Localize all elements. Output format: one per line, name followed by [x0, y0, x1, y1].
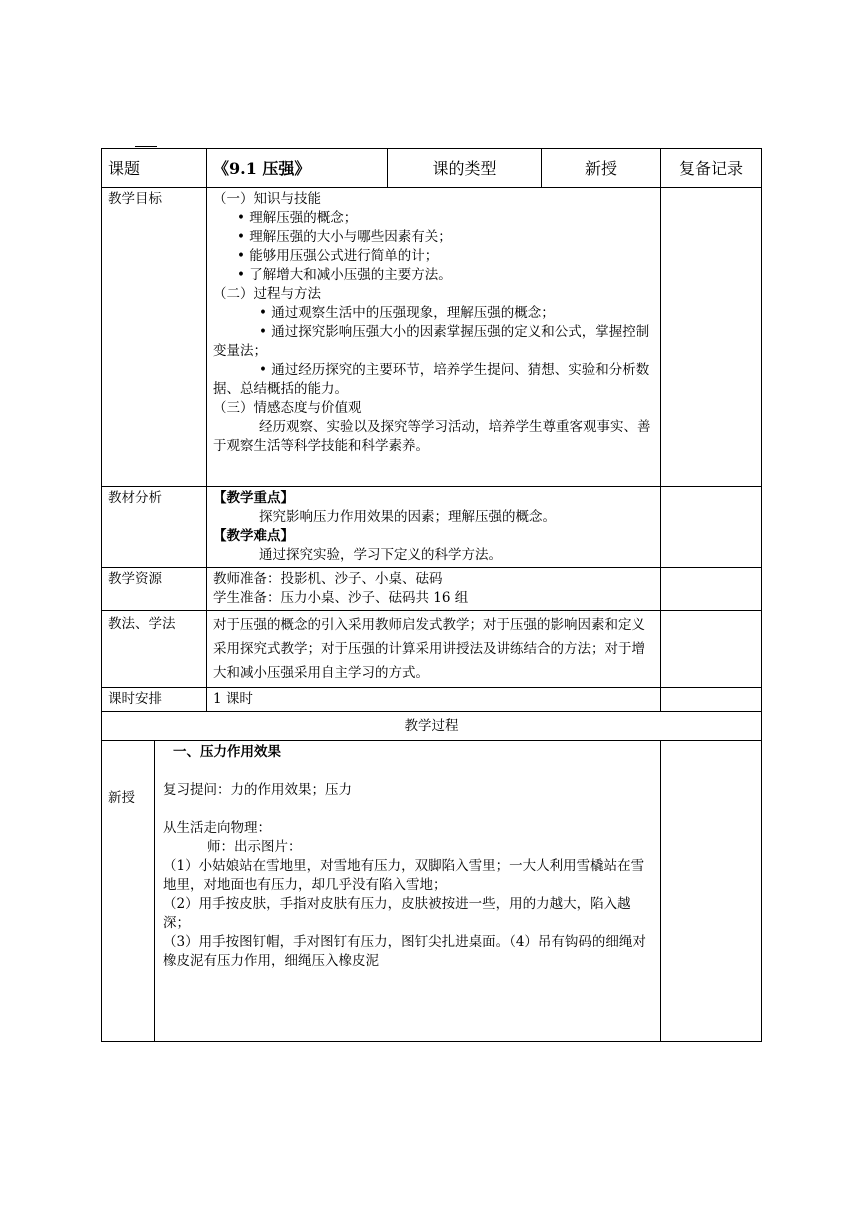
resources-notes-cell	[661, 568, 762, 611]
process-row	[102, 712, 762, 741]
example-item: （2）用手按皮肤，手指对皮肤有压力，皮肤被按进一些，用的力越大，陷入越深；	[163, 896, 631, 931]
goals-s2-item: • 通过探究影响压强大小的因素掌握压强的定义和公式，掌握控制变量法；	[213, 324, 650, 359]
notes-label: 复备记录	[661, 149, 762, 188]
new-lesson-row	[102, 741, 762, 1042]
analysis-notes-cell	[661, 487, 762, 568]
resources-row	[102, 568, 762, 611]
example-item: （3）用手按图钉帽，手对图钉有压力，图钉尖扎进桌面。（4）吊有钩码的细绳对橡皮泥有压力作用，细绳压入橡皮泥	[163, 934, 646, 969]
goals-s1-item: • 理解压强的大小与哪些因素有关；	[237, 229, 452, 245]
goals-content	[207, 188, 661, 487]
review-question: 复习提问：力的作用效果；压力	[163, 782, 352, 798]
teacher-preparation: 教师准备：投影机、沙子、小桌、砝码	[213, 571, 443, 587]
methods-content: 对于压强的概念的引入采用教师启发式教学；对于压强的影响因素和定义采用探究式教学；对于压强的计算采用讲授法及讲练结合的方法；对于增大和减小压强采用自主学习的方式。	[207, 611, 661, 688]
schedule-label: 课时安排	[102, 688, 207, 712]
analysis-row	[102, 487, 762, 568]
intro-line: 从生活走向物理：	[163, 820, 271, 836]
schedule-row	[102, 688, 762, 712]
analysis-content	[207, 487, 661, 568]
goals-s1-item: • 能够用压强公式进行简单的计；	[237, 248, 439, 264]
goals-notes-cell	[661, 188, 762, 487]
lesson-title: 《9.1 压强》	[207, 149, 388, 188]
key-points-text: 探究影响压力作用效果的因素；理解压强的概念。	[259, 509, 557, 525]
resources-label: 教学资源	[102, 568, 207, 611]
methods-notes-cell	[661, 611, 762, 688]
process-title: 教学过程	[102, 712, 762, 741]
goals-section-1-title: （一）知识与技能	[213, 191, 322, 207]
new-lesson-label: 新授	[102, 741, 155, 1042]
topic-label: 课题	[102, 149, 207, 188]
goals-s2-item: • 通过观察生活中的压强现象，理解压强的概念；	[259, 305, 555, 321]
example-item: （1）小姑娘站在雪地里，对雪地有压力，双脚陷入雪里；一大人利用雪橇站在雪地里，对地面也有压力，却几乎没有陷入雪地；	[163, 858, 645, 893]
teacher-line: 师：出示图片：	[207, 839, 302, 855]
goals-row	[102, 188, 762, 487]
header-rule	[135, 146, 157, 147]
key-points-title: 【教学重点】	[213, 490, 295, 506]
goals-s1-item: • 了解增大和减小压强的主要方法。	[237, 267, 452, 283]
new-lesson-content	[155, 741, 661, 1042]
methods-label: 教法、学法	[102, 611, 207, 688]
lesson-plan-table	[101, 148, 762, 1042]
resources-content	[207, 568, 661, 611]
difficult-points-text: 通过探究实验，学习下定义的科学方法。	[259, 547, 503, 563]
analysis-label: 教材分析	[102, 487, 207, 568]
schedule-value: 1 课时	[207, 688, 661, 712]
goals-section-3-title: （三）情感态度与价值观	[213, 400, 362, 416]
goals-s2-item: • 通过经历探究的主要环节，培养学生提问、猜想、实验和分析数据、总结概括的能力。	[213, 362, 650, 397]
methods-row	[102, 611, 762, 688]
header-row	[102, 149, 762, 188]
goals-label: 教学目标	[102, 188, 207, 487]
section-heading: 一、压力作用效果	[173, 744, 281, 760]
difficult-points-title: 【教学难点】	[213, 528, 295, 544]
schedule-notes-cell	[661, 688, 762, 712]
goals-s1-item: • 理解压强的概念；	[237, 210, 358, 226]
goals-s3-text: 经历观察、实验以及探究等学习活动，培养学生尊重客观事实、善于观察生活等科学技能和科学素养。	[213, 419, 651, 454]
student-preparation: 学生准备：压力小桌、沙子、砝码共 16 组	[213, 590, 469, 606]
type-value: 新授	[542, 149, 661, 188]
goals-section-2-title: （二）过程与方法	[213, 286, 322, 302]
new-lesson-notes-cell	[661, 741, 762, 1042]
type-label: 课的类型	[388, 149, 542, 188]
